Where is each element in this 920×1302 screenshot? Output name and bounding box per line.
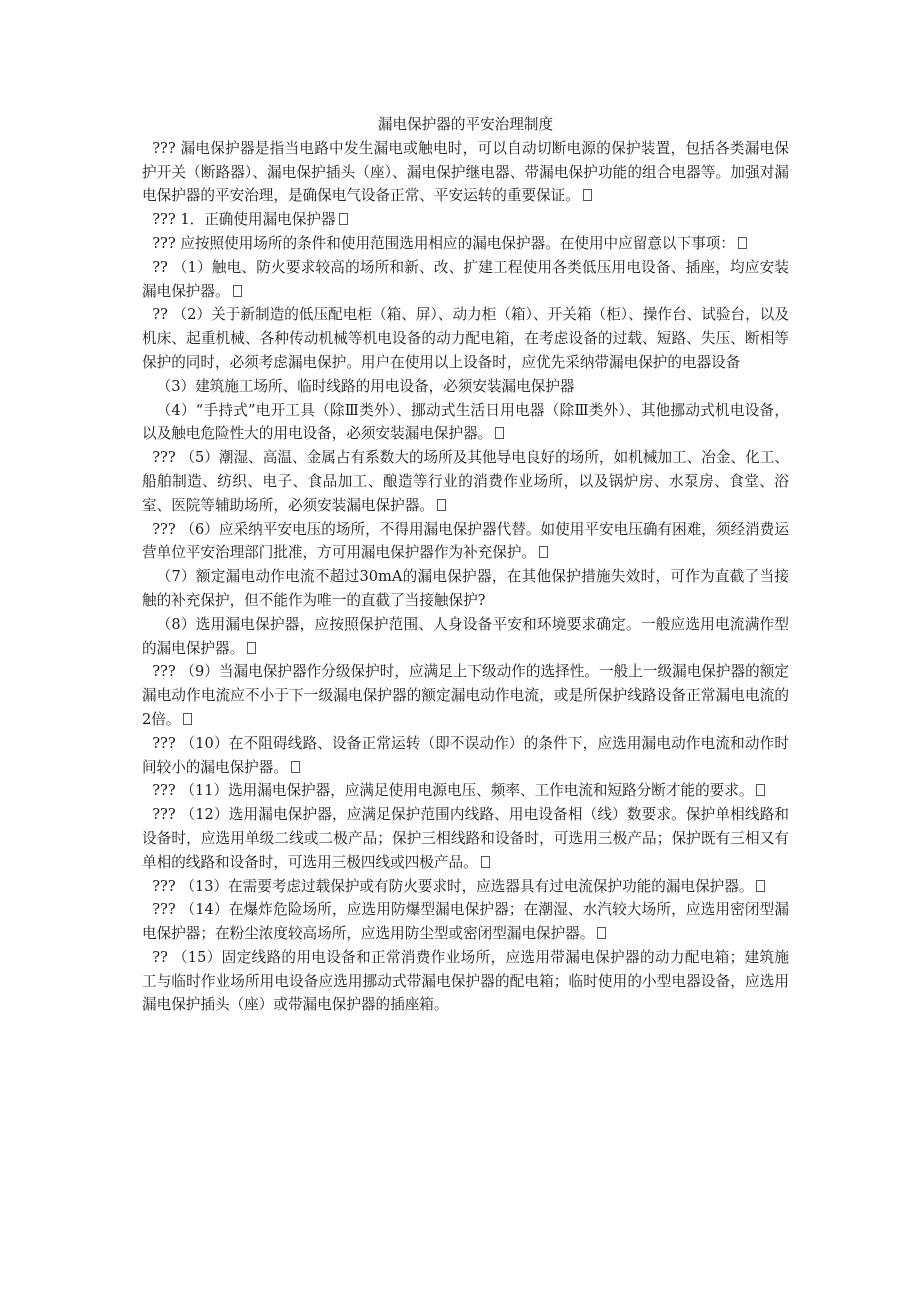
missing-glyph-icon <box>291 761 300 773</box>
paragraph-text: ??? 漏电保护器是指当电路中发生漏电或触电时，可以自动切断电源的保护装置，包括各类漏电保护开关（断路器）、漏电保护插头（座）、漏电保护继电器、带漏电保护功能的组合电器等。加强对漏电保护器的平安治理，是确保电气设备正常、平安运转的重要保证。 <box>142 139 789 205</box>
paragraph-text: （7）额定漏电动作电流不超过30mA的漏电保护器，在其他保护措施失效时，可作为直截了当接触的补充保护，但不能作为唯一的直截了当接触保护? <box>142 568 789 609</box>
paragraph-text: ??? （14）在爆炸危险场所，应选用防爆型漏电保护器；在潮湿、水汽较大场所，应选用密闭型漏电保护器；在粉尘浓度较高场所，应选用防尘型或密闭型漏电保护器。 <box>142 901 789 943</box>
missing-glyph-icon <box>738 237 747 249</box>
missing-glyph-icon <box>183 713 192 725</box>
paragraph-text: ??? 应按照使用场所的条件和使用范围选用相应的漏电保护器。在使用中应留意以下事项： <box>152 234 735 252</box>
paragraph-text: ??? （10）在不阻碍线路、设备正常运转（即不误动作）的条件下，应选用漏电动作电流和动作时间较小的漏电保护器。 <box>142 734 789 776</box>
paragraph-text: （8）选用漏电保护器，应按照保护范围、人身设备平安和环境要求确定。一般应选用电流满作型的漏电保护器。 <box>142 615 789 657</box>
paragraph <box>142 732 789 780</box>
missing-glyph-icon <box>339 213 348 225</box>
paragraph-text: ??? （13）在需要考虑过载保护或有防火要求时，应选器具有过电流保护功能的漏电保护器。 <box>152 877 754 895</box>
missing-glyph-icon <box>756 880 765 892</box>
paragraph <box>142 232 789 256</box>
missing-glyph-icon <box>481 856 490 868</box>
paragraph <box>142 208 789 232</box>
paragraph-text: ??? （5）潮湿、高温、金属占有系数大的场所及其他导电良好的场所，如机械加工、冶金、化工、船舶制造、纺织、电子、食品加工、酿造等行业的消费作业场所，以及锅炉房、水泵房、食堂、浴室、医院等辅助场所，必须安装漏电保护器。 <box>142 449 789 514</box>
document-title: 漏电保护器的平安治理制度 <box>377 116 554 133</box>
paragraph-text: ?? （15）固定线路的用电设备和正常消费作业场所，应选用带漏电保护器的动力配电箱；建筑施工与临时作业场所用电设备应选用挪动式带漏电保护器的配电箱；临时使用的小型电器设备，应选用漏电保护插头（座）或带漏电保护器的插座箱。 <box>142 948 789 1014</box>
missing-glyph-icon <box>233 285 242 297</box>
paragraph <box>142 779 789 803</box>
paragraph-text: ??? （9）当漏电保护器作分级保护时，应满足上下级动作的选择性。一般上一级漏电保护器的额定漏电动作电流应不小于下一级漏电保护器的额定漏电动作电流，或是所保护线路设备正常漏电电流的2倍。 <box>142 663 789 728</box>
paragraph-text: ??? （12）选用漏电保护器，应满足保护范围内线路、用电设备相（线）数要求。保护单相线路和设备时，应选用单级二线或二极产品；保护三相线路和设备时，可选用三极产品；保护既有三相又有单相的线路和设备时，可选用三极四线或四极产品。 <box>142 806 789 871</box>
missing-glyph-icon <box>437 499 446 511</box>
missing-glyph-icon <box>583 189 592 201</box>
paragraph <box>142 613 789 661</box>
paragraph <box>142 137 789 208</box>
missing-glyph-icon <box>539 546 548 558</box>
missing-glyph-icon <box>756 784 765 796</box>
paragraph-text: ??? （11）选用漏电保护器，应满足使用电源电压、频率、工作电流和短路分断才能的要求。 <box>152 782 754 800</box>
missing-glyph-icon <box>597 927 606 939</box>
paragraph <box>142 256 789 304</box>
paragraph-list <box>142 137 789 1017</box>
paragraph <box>142 946 789 1017</box>
missing-glyph-icon <box>495 427 504 439</box>
paragraph-text: ?? （2）关于新制造的低压配电柜（箱、屏）、动力柜（箱）、开关箱（柜）、操作台、试验台，以及机床、起重机械、各种传动机械等机电设备的动力配电箱，在考虑设备的过载、短路、失压、断相等保护的同时，必须考虑漏电保护。用户在使用以上设备时，应优先采纳带漏电保护的电器设备 <box>142 306 789 371</box>
paragraph <box>142 303 789 374</box>
paragraph <box>142 565 789 613</box>
missing-glyph-icon <box>247 642 256 654</box>
paragraph <box>142 375 789 399</box>
paragraph <box>142 875 789 899</box>
paragraph-text: ?? （1）触电、防火要求较高的场所和新、改、扩建工程使用各类低压用电设备、插座，均应安装漏电保护器。 <box>142 258 789 300</box>
paragraph-text: ??? 1．正确使用漏电保护器 <box>152 211 336 229</box>
paragraph <box>142 660 789 731</box>
paragraph <box>142 803 789 874</box>
paragraph <box>142 898 789 946</box>
document-body <box>142 113 789 1017</box>
paragraph <box>142 518 789 566</box>
paragraph-text: （3）建筑施工场所、临时线路的用电设备，必须安装漏电保护器 <box>156 377 575 395</box>
paragraph <box>142 446 789 517</box>
paragraph <box>142 399 789 447</box>
paragraph-text: （4）“手持式”电开工具（除Ⅲ类外）、挪动式生活日用电器（除Ⅲ类外）、其他挪动式机电设备，以及触电危险性大的用电设备，必须安装漏电保护器。 <box>142 401 789 443</box>
paragraph-text: ??? （6）应采纳平安电压的场所，不得用漏电保护器代替。如使用平安电压确有困难，须经消费运营单位平安治理部门批准，方可用漏电保护器作为补充保护。 <box>142 520 789 562</box>
